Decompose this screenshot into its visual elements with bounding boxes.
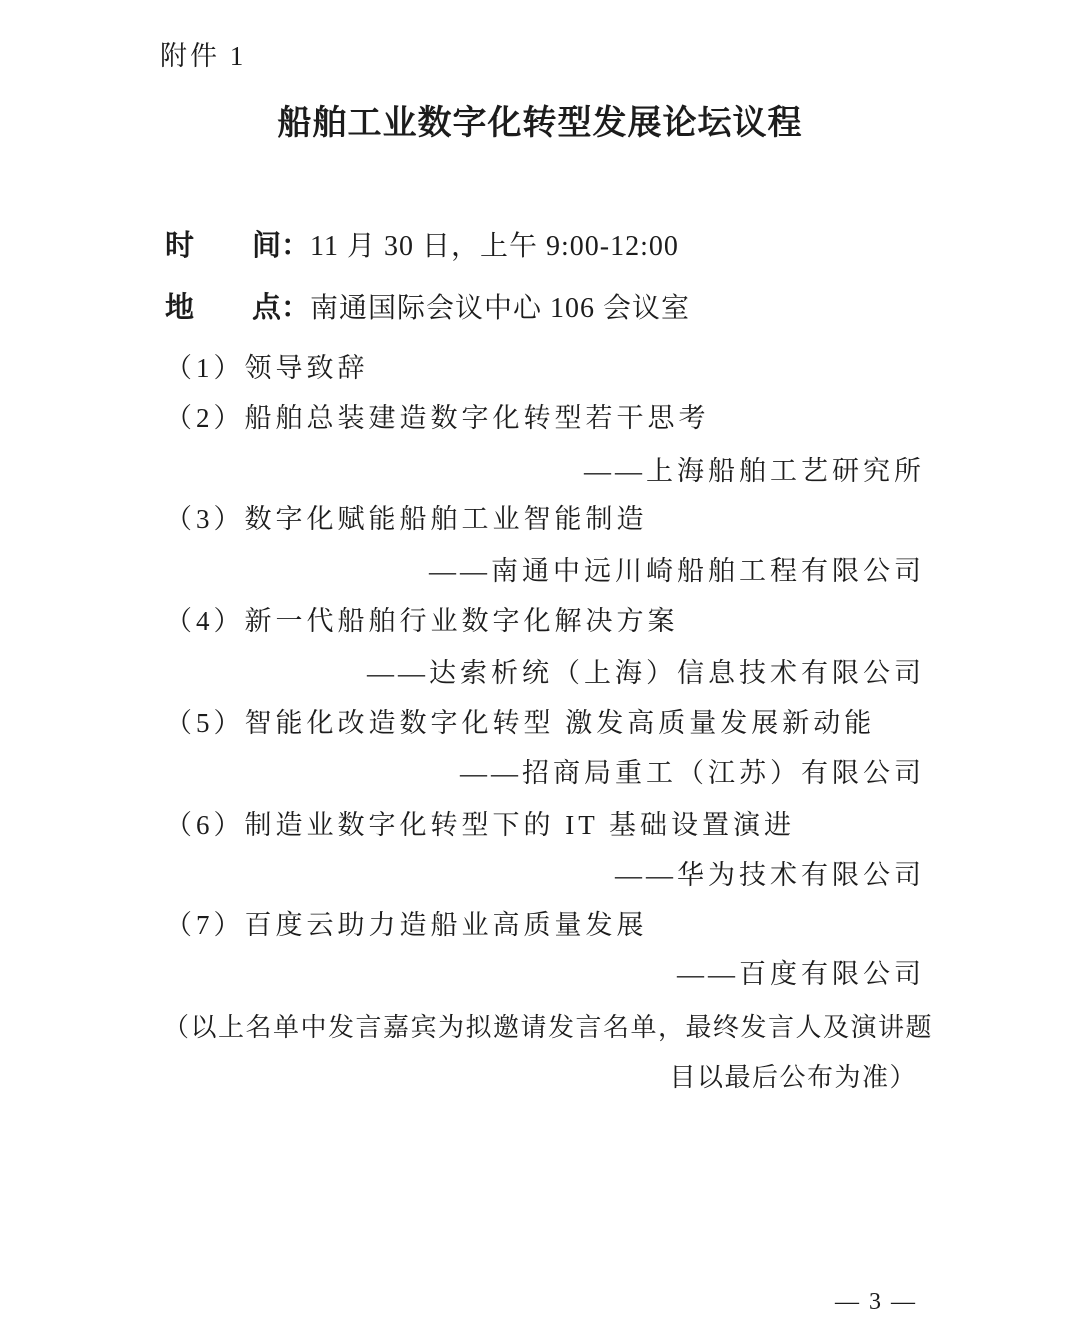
location-value: 南通国际会议中心 106 会议室 <box>310 293 691 324</box>
page-title: 船舶工业数字化转型发展论坛议程 <box>277 105 803 142</box>
agenda-item-2-title: （2）船舶总装建造数字化转型若干思考 <box>165 403 710 433</box>
footnote-line-2: 目以最后公布为准） <box>669 1063 917 1092</box>
time-value: 11 月 30 日，上午 9:00-12:00 <box>310 231 679 262</box>
location-label: 地 点： <box>165 292 311 324</box>
agenda-item-1-title: （1）领导致辞 <box>165 353 369 383</box>
agenda-item-7-presenter: ——百度有限公司 <box>677 959 925 989</box>
footnote-line-1: （以上名单中发言嘉宾为拟邀请发言名单，最终发言人及演讲题 <box>163 1013 934 1042</box>
page-number: — 3 — <box>835 1289 917 1315</box>
location-row <box>165 291 690 326</box>
time-label: 时 间： <box>165 230 311 262</box>
attachment-label: 附件 1 <box>160 41 247 71</box>
agenda-item-4-title: （4）新一代船舶行业数字化解决方案 <box>165 606 679 636</box>
agenda-item-3-title: （3）数字化赋能船舶工业智能制造 <box>165 504 648 534</box>
agenda-item-6-title: （6）制造业数字化转型下的 IT 基础设置演进 <box>165 810 795 840</box>
agenda-item-3-presenter: ——南通中远川崎船舶工程有限公司 <box>429 556 925 586</box>
agenda-item-5-presenter: ——招商局重工（江苏）有限公司 <box>460 758 925 788</box>
agenda-item-2-presenter: ——上海船舶工艺研究所 <box>584 456 925 486</box>
agenda-item-5-title: （5）智能化改造数字化转型 激发高质量发展新动能 <box>165 708 876 738</box>
agenda-item-7-title: （7）百度云助力造船业高质量发展 <box>165 910 648 940</box>
agenda-item-6-presenter: ——华为技术有限公司 <box>615 860 925 890</box>
time-row <box>165 229 679 264</box>
agenda-item-4-presenter: ——达索析统（上海）信息技术有限公司 <box>367 658 925 688</box>
